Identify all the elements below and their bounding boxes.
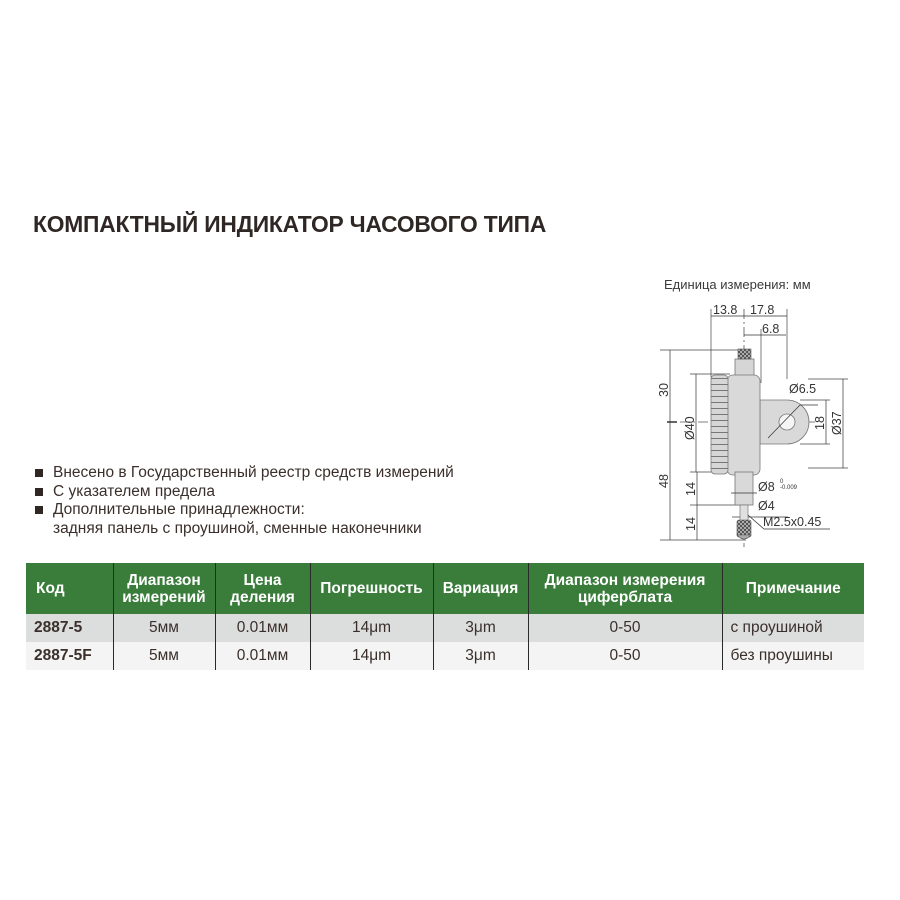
indicator-body	[727, 375, 760, 475]
dim-diameter-40: Ø40	[683, 416, 697, 440]
feature-item	[33, 501, 454, 520]
cell-accuracy: 14μm	[310, 642, 433, 670]
contact-rod	[740, 505, 748, 521]
dim-6-8: 6.8	[762, 322, 780, 336]
feature-text: Внесено в Государственный реестр средств измерений	[53, 464, 454, 481]
cell-graduation: 0.01мм	[215, 642, 310, 670]
col-header-dial-range: Диапазон измерения циферблата	[528, 563, 722, 614]
page-title: КОМПАКТНЫЙ ИНДИКАТОР ЧАСОВОГО ТИПА	[33, 211, 547, 237]
dim-17-8: 17.8	[750, 303, 775, 317]
dim-diameter-37: Ø37	[830, 411, 844, 435]
contact-tip-end	[737, 535, 751, 539]
dim-30: 30	[657, 383, 671, 397]
top-cap	[738, 349, 751, 359]
dim-48: 48	[657, 474, 671, 488]
contact-tip	[737, 520, 751, 537]
unit-label: Единица измерения: мм	[664, 277, 811, 292]
dim-18: 18	[813, 416, 827, 430]
cell-graduation: 0.01мм	[215, 614, 310, 642]
cell-range: 5мм	[113, 614, 215, 642]
cell-variation: 3μm	[433, 642, 528, 670]
dim-14-upper: 14	[684, 482, 698, 496]
dim-diameter-4: Ø4	[758, 499, 775, 513]
feature-item	[33, 464, 454, 483]
col-header-variation: Вариация	[433, 563, 528, 614]
col-header-accuracy: Погрешность	[310, 563, 433, 614]
dim-13-8: 13.8	[713, 303, 738, 317]
dim-thread: M2.5x0.45	[763, 515, 822, 529]
feature-continuation: задняя панель с проушиной, сменные наконечники	[53, 519, 422, 537]
cell-variation: 3μm	[433, 614, 528, 642]
dim-diameter-6-5: Ø6.5	[789, 382, 817, 396]
col-header-graduation: Цена деления	[215, 563, 310, 614]
bullet-square-icon	[35, 469, 43, 477]
cell-dial-range: 0-50	[528, 642, 722, 670]
stem	[735, 472, 753, 505]
cell-note: с проушиной	[722, 614, 864, 642]
cell-code: 2887-5	[26, 614, 113, 642]
bullet-square-icon	[35, 506, 43, 514]
feature-text: С указателем предела	[53, 482, 215, 500]
col-header-range: Диапазон измерений	[113, 563, 215, 614]
dim-diameter-8-tol-lower: -0.009	[780, 485, 798, 491]
feature-text: Дополнительные принадлежности:	[53, 501, 305, 518]
cell-range: 5мм	[113, 642, 215, 670]
table-row	[26, 614, 864, 642]
cell-code: 2887-5F	[26, 642, 113, 670]
dim-14-lower: 14	[684, 517, 698, 531]
cell-note: без проушины	[722, 642, 864, 670]
bezel	[711, 375, 728, 474]
dimension-drawing	[640, 295, 860, 555]
table-header-row	[26, 563, 864, 614]
dim-diameter-8: Ø8	[758, 480, 775, 494]
dim-diameter-8-tol-upper: 0	[780, 479, 784, 485]
spec-table	[26, 563, 864, 670]
lug-hole	[779, 414, 795, 430]
feature-list	[33, 464, 454, 538]
col-header-code: Код	[26, 563, 113, 614]
bullet-square-icon	[35, 488, 43, 496]
feature-item	[33, 483, 454, 502]
cell-dial-range: 0-50	[528, 614, 722, 642]
table-row	[26, 642, 864, 670]
cell-accuracy: 14μm	[310, 614, 433, 642]
col-header-note: Примечание	[722, 563, 864, 614]
